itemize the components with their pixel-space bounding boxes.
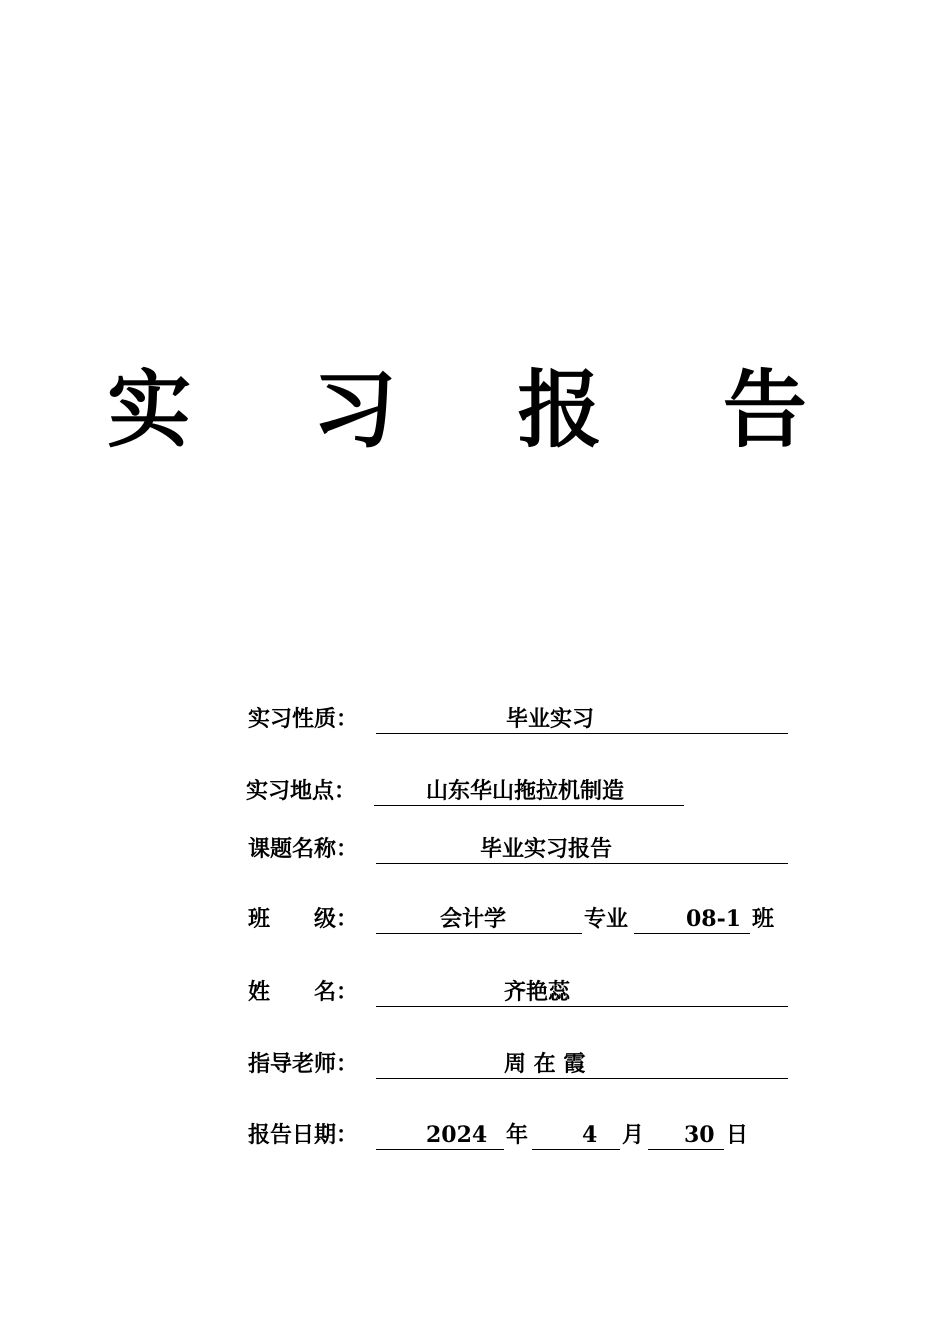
major-value: 会计学: [440, 906, 507, 932]
report-title: 实 习 报 告: [107, 360, 853, 459]
advisor-value: 周 在 霞: [504, 1051, 586, 1077]
class-no-value: 08-1: [686, 906, 742, 932]
major-field: [376, 904, 582, 934]
topic-label: 课题名称：: [248, 836, 359, 862]
major-suffix: 专业: [584, 906, 629, 932]
day-field: [648, 1120, 724, 1150]
class-label: 班 级：: [248, 906, 359, 932]
class-no-field: [634, 904, 750, 934]
day-value: 30: [684, 1122, 715, 1148]
month-value: 4: [582, 1122, 598, 1148]
month-unit: 月: [622, 1122, 645, 1148]
year-unit: 年: [506, 1122, 529, 1148]
name-label: 姓 名：: [248, 979, 359, 1005]
advisor-label: 指导老师：: [248, 1051, 359, 1077]
day-unit: 日: [726, 1122, 749, 1148]
topic-value: 毕业实习报告: [480, 836, 613, 862]
year-value: 2024: [426, 1122, 488, 1148]
nature-label: 实习性质：: [248, 706, 359, 732]
topic-field: [376, 834, 788, 864]
nature-field: [376, 704, 788, 734]
location-field: [374, 776, 684, 806]
name-value: 齐艳蕊: [504, 979, 571, 1005]
name-field: [376, 977, 788, 1007]
date-label: 报告日期：: [248, 1122, 359, 1148]
location-label: 实习地点：: [246, 778, 357, 804]
year-field: [376, 1120, 504, 1150]
nature-value: 毕业实习: [506, 706, 595, 732]
month-field: [532, 1120, 620, 1150]
advisor-field: [376, 1049, 788, 1079]
location-value: 山东华山拖拉机制造: [426, 778, 625, 804]
class-suffix: 班: [752, 906, 775, 932]
